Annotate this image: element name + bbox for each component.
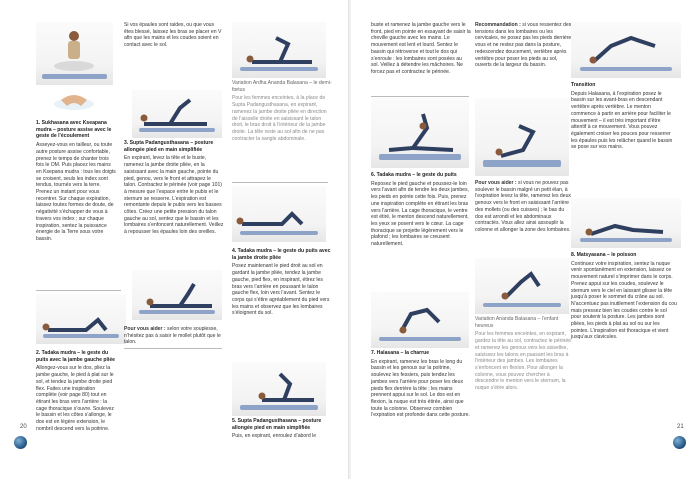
column-left-1b: [36, 350, 116, 434]
column-right-1: [371, 22, 471, 78]
column-right-2b: [475, 180, 573, 236]
photo-aide-genoux: [475, 98, 569, 176]
column-right-3b: [571, 252, 677, 343]
photo-sukhasana: [36, 22, 113, 85]
aider-text: selon votre souplesse, n’hésitez pas à saisir le mollet plutôt que le talon.: [124, 326, 221, 346]
paragraph-2: Allongez-vous sur le dos, pliez la jambe gauche, le pied à plat sur le sol, et tendez la jambe droite pied flex. Faites une inspiration complète (voir page 80) tout en étirant les bras vers l’arrière : la cage thoracique s’ouvre. Soulevez le bassin et les côtes s’allonge, le dos est en légère extension, le nombril descend vers la poitrine.: [36, 365, 114, 432]
variation-text: Pour les femmes enceintes, en expirant, gardez la tête au sol, contractez le périnée et ramenez les genoux vers les aisselles, saisissez les talons en passant les bras à l’intérieur des jambes. Les lombaires s’enfoncent en flexion. Pour allonger la colonne, vous pouvez chercher à descendre le menton vers le sternum, la nuque s’étire alors.: [475, 331, 571, 392]
photo-supta-padangusthasana-3: [232, 362, 326, 416]
caption-4: 4. Tadaka mudra – le geste du puits avec la jambe droite pliée: [232, 248, 331, 261]
page-number-left: 20: [20, 424, 27, 430]
aider-label: Pour vous aider :: [124, 326, 166, 332]
caption-2: 2. Tadaka mudra – le geste du puits avec la jambe gauche pliée: [36, 350, 115, 363]
photo-halasana: [371, 292, 469, 348]
photo-ksepana-mudra: [36, 88, 113, 116]
rule-2: [124, 348, 222, 349]
left-page: [0, 0, 349, 479]
caption-5: 5. Supta Padangusthasana – posture allongée pied en main simplifiée: [232, 418, 322, 431]
column-left-2c: [124, 326, 224, 348]
paragraph-6: Reposez le pied gauche et poussez-le loin vers l’avant afin de tendre les deux jambes, les pieds en pointe cette fois. Puis, prenez une inspiration complète en étirant les bras vers l’arrière. La cage thoracique, le ventre est étiré, le menton descend naturellement, les yeux se posent vers le cœur. La cage thoracique se projette légèrement vers le plafond ; les lombaires se creusent naturellement.: [371, 180, 469, 248]
transition-text: Depuis Halasana, à l’expiration posez le bassin sur les avant-bras en descendant vertèbre après vertèbre. Le menton commence à partir en arrière pour faciliter le mouvement – il est très important d’être attentif à ce mouvement. Vous pouvez également croiser les pouces pour resserrer les épaules puis les relâcher quand le bassin se pose sur vos mains.: [571, 90, 673, 151]
photo-tadaka-left: [36, 294, 126, 344]
column-left-3c: [232, 418, 332, 442]
globe-icon-right: [673, 436, 686, 449]
column-right-2c: [475, 316, 573, 394]
caption-1: 1. Sukhasana avec Kseapana mudra – posture assise avec le geste de l’écoulement: [36, 120, 112, 140]
paragraph-1: Asseyez-vous en tailleur, ou toute autre posture assise confortable, prenez le temps de chanter trois fois le OM. Puis placez les mains en Ksepana mudra : tous les doigts se croisent, seuls les index sont tendus, tournés vers la terre. Prenez un instant pour vous recentrer. Sur chaque expiration, laissez toutes formes de doute, de négativité s’échapper de vous à travers vos index ; sur chaque inspiration, sentez la puissance énergie de la Terre sous votre bassin.: [36, 142, 116, 242]
page-number-right: 21: [677, 424, 684, 430]
photo-ananda-balasana: [475, 258, 569, 314]
column-right-1c: [371, 350, 471, 421]
photo-ardha-ananda-balasana: [232, 22, 326, 78]
photo-matsyasana: [571, 198, 681, 248]
variation-text: Pour les femmes enceintes, à la place de Supta Padangusthasana, en expirant, ramenez la jambe droite pliée en direction de l’aisselle droite en saisissant le talon droit, le bras droit à l’intérieur de la jambe droite. La tête reste au sol afin de ne pas contracter la sangle abdominale.: [232, 95, 327, 142]
caption-6: 6. Tadaka mudra – le geste du puits: [371, 172, 457, 178]
column-left-1: [36, 120, 116, 245]
photo-supta-padangusthasana-2: [132, 270, 222, 320]
paragraph-4: Posez maintenant le pied droit au sol en gardant la jambe pliée, tendez la jambe gauche, pied flex, en inspirant, étirez les bras vers l’arrière en poussant le talon gauche flex, loin vers l’avant. Sentez le corps qui s’étire agréablement du pied vers les mains et observez que les lombaires s’éloignent du sol.: [232, 263, 330, 317]
paragraph-top: buste et ramenez la jambe gauche vers le front, pied en pointe en essayant de saisir la cheville gauche avec les mains. Le mouvement est lent et lourd. Sentez le bassin qui rétroverse et tout le dos qui s’enroule : les lombaires sont posées au sol. Veillez à détendre les mâchoires. Ne forcez pas et contractez le périnée.: [371, 22, 471, 75]
caption-3: 3. Supta Padangusthasana – posture allongée pied en main simplifiée: [124, 140, 214, 153]
globe-icon: [14, 436, 27, 449]
column-left-3b: [232, 248, 332, 319]
photo-supta-padangusthasana-4: [371, 98, 469, 168]
column-right-3: [571, 82, 677, 153]
aider-label: Pour vous aider :: [475, 180, 517, 186]
rule-4: [371, 96, 469, 97]
rule-3: [232, 182, 328, 183]
paragraph-3: En expirant, levez la tête et le buste, ramenez la jambe droite pliée, en la saisissant avec la main gauche, pointe du pied, genou, vers le front et attrapez le talon. Contractez le périnée (voir page 101) à mesure que l’espace entre le pubis et le sternum se resserre. L’expiration est remontante depuis le pubis vers les basses côtes. Créez une petite pression du talon gauche au sol, sentez que le bassin et les lombaires s’enfoncent naturellement. Veillez à repousser les épaules loin des oreilles.: [124, 155, 224, 236]
photo-transition: [571, 22, 681, 78]
variation-caption: Variation Ananda Balasana – l’enfant heureux: [475, 316, 559, 329]
right-page: [351, 0, 700, 479]
column-left-2b: [124, 140, 224, 238]
reco-label: Recommandation :: [475, 22, 521, 28]
paragraph-top: Si vos épaules sont raides, ou que vous êtes blessé, laissez les bras se placer en V afin que les mains et les coudes soient en contact avec le sol.: [124, 22, 222, 49]
paragraph-8: Continuez votre inspiration, sentez la nuque venir spontanément en extension, laissez ce mouvement naturel s’imprimer dans le corps. Prenez appui sur les coudes, soulevez le sternum vers le ciel en laissant glisser la tête jusqu’à poser le sommet du crâne au sol. N’accentuez pas inutilement l’extension du cou mais pressez bien les coudes contre le sol pour soutenir la posture. Les jambes sont pliées, les pieds à plat au sol ou sur les pointes. L’inspiration est thoracique et vient jusqu’aux clavicules.: [571, 260, 677, 341]
reco-text: si vous ressentez des tensions dans les lombaires ou les cervicales, ne posez pas les pieds derrière vous et ne restez pas dans la posture, redescendez doucement, vertèbre après vertèbre pour poser les pieds au sol, ouverts de la largeur du bassin.: [475, 22, 572, 69]
column-right-1b: [371, 172, 471, 250]
transition-title: Transition: [571, 82, 596, 88]
paragraph-7: En expirant, ramenez les bras le long du bassin et les genoux sur la poitrine, soulevez les fessiers, puis tendez les jambes vers l’arrière pour poser les deux pieds flex derrière la tête ; les mains prennent appui sur le sol. Le dos est en flexion, la nuque est très étirée, ainsi que toute la colonne. Observez combien l’expiration est profonde dans cette posture.: [371, 358, 470, 419]
paragraph-5: Puis, en expirant, enroulez d’abord le: [232, 433, 317, 440]
column-left-3: [232, 80, 332, 144]
aider-text: si vous ne pouvez pas soulever le bassin malgré un petit élan, à l’expiration levez la tête, ramenez les deux genoux vers le front en saisissant l’arrière des mollets (ou des cuisses) ; le bas du dos est arrondi et les abdominaux contractés. Vous allez ainsi assouplir la colonne et allonger la zone des lombaires.: [475, 180, 571, 233]
variation-caption: Variation Ardha Ananda Balasana – le demi-fœtus: [232, 80, 332, 93]
caption-8: 8. Matsyasana – le poisson: [571, 252, 637, 258]
column-left-2: [124, 22, 224, 51]
caption-7: 7. Halasana – la charrue: [371, 350, 430, 356]
column-right-2: [475, 22, 573, 71]
photo-supta-padangusthasana-1: [132, 90, 222, 138]
rule-1: [36, 290, 121, 291]
photo-tadaka-right: [232, 186, 326, 242]
